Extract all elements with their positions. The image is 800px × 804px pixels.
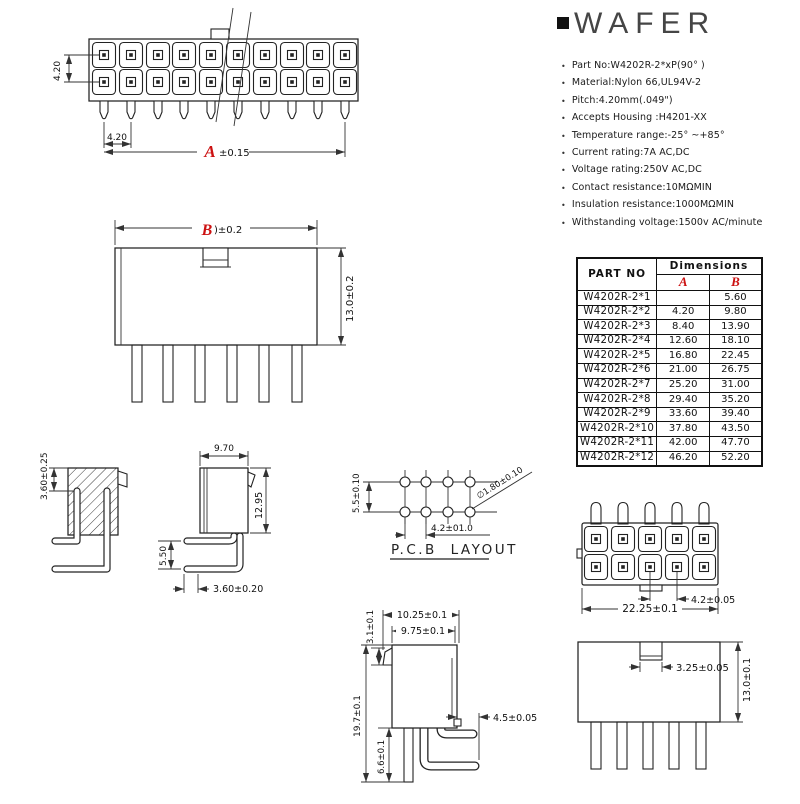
dim-a-cell: 37.80 — [657, 422, 710, 437]
part-no-cell: W4202R-2*12 — [577, 451, 657, 466]
table-row — [577, 291, 762, 306]
table-row — [577, 349, 762, 364]
page-title — [557, 8, 716, 40]
dim-b-cell: 26.75 — [710, 363, 762, 378]
dim-a-cell: 33.60 — [657, 407, 710, 422]
dim-b-letter: B — [201, 222, 213, 239]
part-no-cell: W4202R-2*2 — [577, 305, 657, 320]
dim-b-cell: 13.90 — [710, 320, 762, 335]
pcb-hole — [400, 477, 410, 487]
dim-b-cell: 9.80 — [710, 305, 762, 320]
dim-pin-side: 4.5±0.05 — [493, 713, 538, 724]
dim-b-cell: 22.45 — [710, 349, 762, 364]
dim-a-cell: 16.80 — [657, 349, 710, 364]
dim-a-cell: 8.40 — [657, 320, 710, 335]
part-no-cell: W4202R-2*7 — [577, 378, 657, 393]
dim-a-cell: 46.20 — [657, 451, 710, 466]
title-bullet-square — [557, 17, 569, 29]
front-view-2x10 — [53, 8, 358, 161]
dim-a-cell — [657, 291, 710, 306]
part-no-cell: W4202R-2*5 — [577, 349, 657, 364]
pcb-hole — [443, 477, 453, 487]
dim-face-width: 22.25±0.1 — [622, 603, 678, 615]
table-row — [577, 436, 762, 451]
spec-item-material: • Material:Nylon 66,UL94V-2 — [561, 77, 796, 89]
dim-pin-below: 6.6±0.1 — [377, 739, 387, 774]
angle-side-view — [353, 607, 537, 782]
pcb-hole — [400, 507, 410, 517]
spec-item-contact-resistance: • Contact resistance:10MΩMIN — [561, 182, 796, 194]
front-view-b — [115, 218, 356, 402]
pcb-hole — [465, 477, 475, 487]
dim-latch: 3.1±0.1 — [366, 609, 376, 644]
spec-item-insulation: • Insulation resistance:1000MΩMIN — [561, 199, 796, 211]
table-row — [577, 305, 762, 320]
part-no-cell: W4202R-2*3 — [577, 320, 657, 335]
pcb-hole — [443, 507, 453, 517]
part-no-cell: W4202R-2*8 — [577, 393, 657, 408]
dim-notch: 3.25±0.05 — [676, 663, 729, 674]
part-no-cell: W4202R-2*10 — [577, 422, 657, 437]
dim-b-cell: 5.60 — [710, 291, 762, 306]
col-header-b: B — [710, 275, 762, 291]
pcb-layout-label: P.C.B LAYOUT — [391, 542, 518, 558]
table-row — [577, 422, 762, 437]
dim-hole-dia: ∅1.80±0.10 — [475, 465, 526, 502]
dim-pin-gap: 5.50 — [159, 545, 169, 566]
dim-hole-col-pitch: 4.2±01.0 — [431, 524, 473, 534]
dim-b-cell: 52.20 — [710, 451, 762, 466]
col-header-dimensions: Dimensions — [657, 258, 762, 275]
dim-a-tol: ±0.15 — [219, 148, 250, 159]
dim-b-cell: 18.10 — [710, 334, 762, 349]
dim-b-tol: )±0.2 — [214, 225, 243, 236]
dim-pin-len: 3.60±0.20 — [213, 584, 264, 595]
table-row — [577, 363, 762, 378]
pcb-hole — [421, 507, 431, 517]
table-row — [577, 393, 762, 408]
section-view — [40, 452, 127, 569]
pcb-hole — [421, 477, 431, 487]
part-dimensions-table — [576, 257, 763, 467]
part-no-cell: W4202R-2*6 — [577, 363, 657, 378]
title-text: WAFER — [574, 7, 717, 40]
dim-a-cell: 4.20 — [657, 305, 710, 320]
table-row — [577, 334, 762, 349]
dim-b-cell: 35.20 — [710, 393, 762, 408]
part-no-cell: W4202R-2*9 — [577, 407, 657, 422]
dim-total-depth: 10.25±0.1 — [396, 610, 448, 621]
side-view — [158, 444, 271, 595]
table-row — [577, 451, 762, 466]
dim-b-cell: 43.50 — [710, 422, 762, 437]
dim-body-depth: 9.75±0.1 — [400, 626, 446, 637]
spec-list — [561, 60, 796, 234]
dim-b-cell: 47.70 — [710, 436, 762, 451]
dim-side-height: 12.95 — [254, 491, 265, 519]
part-no-cell: W4202R-2*1 — [577, 291, 657, 306]
spec-item-temperature: • Temperature range:-25° ~+85° — [561, 130, 796, 142]
face-view-2x5 — [577, 503, 735, 616]
pcb-layout — [352, 465, 532, 559]
dim-total-height: 19.7±0.1 — [353, 695, 363, 737]
table-row — [577, 378, 762, 393]
spec-item-withstanding: • Withstanding voltage:1500v AC/minute — [561, 217, 796, 229]
part-no-cell: W4202R-2*11 — [577, 436, 657, 451]
dim-a-cell: 42.00 — [657, 436, 710, 451]
dim-height-2: 13.0±0.1 — [742, 657, 753, 702]
dim-b-cell: 31.00 — [710, 378, 762, 393]
spec-item-pitch: • Pitch:4.20mm(.049") — [561, 95, 796, 107]
dim-section-depth: 3.60±0.25 — [40, 452, 50, 500]
dim-row-pitch: 4.20 — [53, 60, 63, 81]
dim-side-width: 9.70 — [213, 444, 235, 454]
col-header-a: A — [657, 275, 710, 291]
dim-col-pitch: 4.20 — [106, 133, 128, 143]
spec-item-housing: • Accepts Housing :H4201-XX — [561, 112, 796, 124]
dim-a-cell: 25.20 — [657, 378, 710, 393]
part-no-cell: W4202R-2*4 — [577, 334, 657, 349]
table-row — [577, 407, 762, 422]
spec-item-part-no: • Part No:W4202R-2*xP(90° ) — [561, 60, 796, 72]
spec-item-current: • Current rating:7A AC,DC — [561, 147, 796, 159]
dim-a-cell: 29.40 — [657, 393, 710, 408]
dim-a-cell: 12.60 — [657, 334, 710, 349]
dim-a-letter: A — [204, 142, 216, 161]
dim-hole-row-pitch: 5.5±0.10 — [352, 473, 362, 513]
dim-b-cell: 39.40 — [710, 407, 762, 422]
front-view-bottom — [578, 642, 753, 769]
dim-a-cell: 21.00 — [657, 363, 710, 378]
spec-item-voltage: • Voltage rating:250V AC,DC — [561, 164, 796, 176]
table-row — [577, 320, 762, 335]
col-header-part-no: PART NO — [577, 258, 657, 291]
dim-height: 13.0±0.2 — [345, 275, 356, 322]
dim-face-pitch: 4.2±0.05 — [691, 595, 736, 606]
